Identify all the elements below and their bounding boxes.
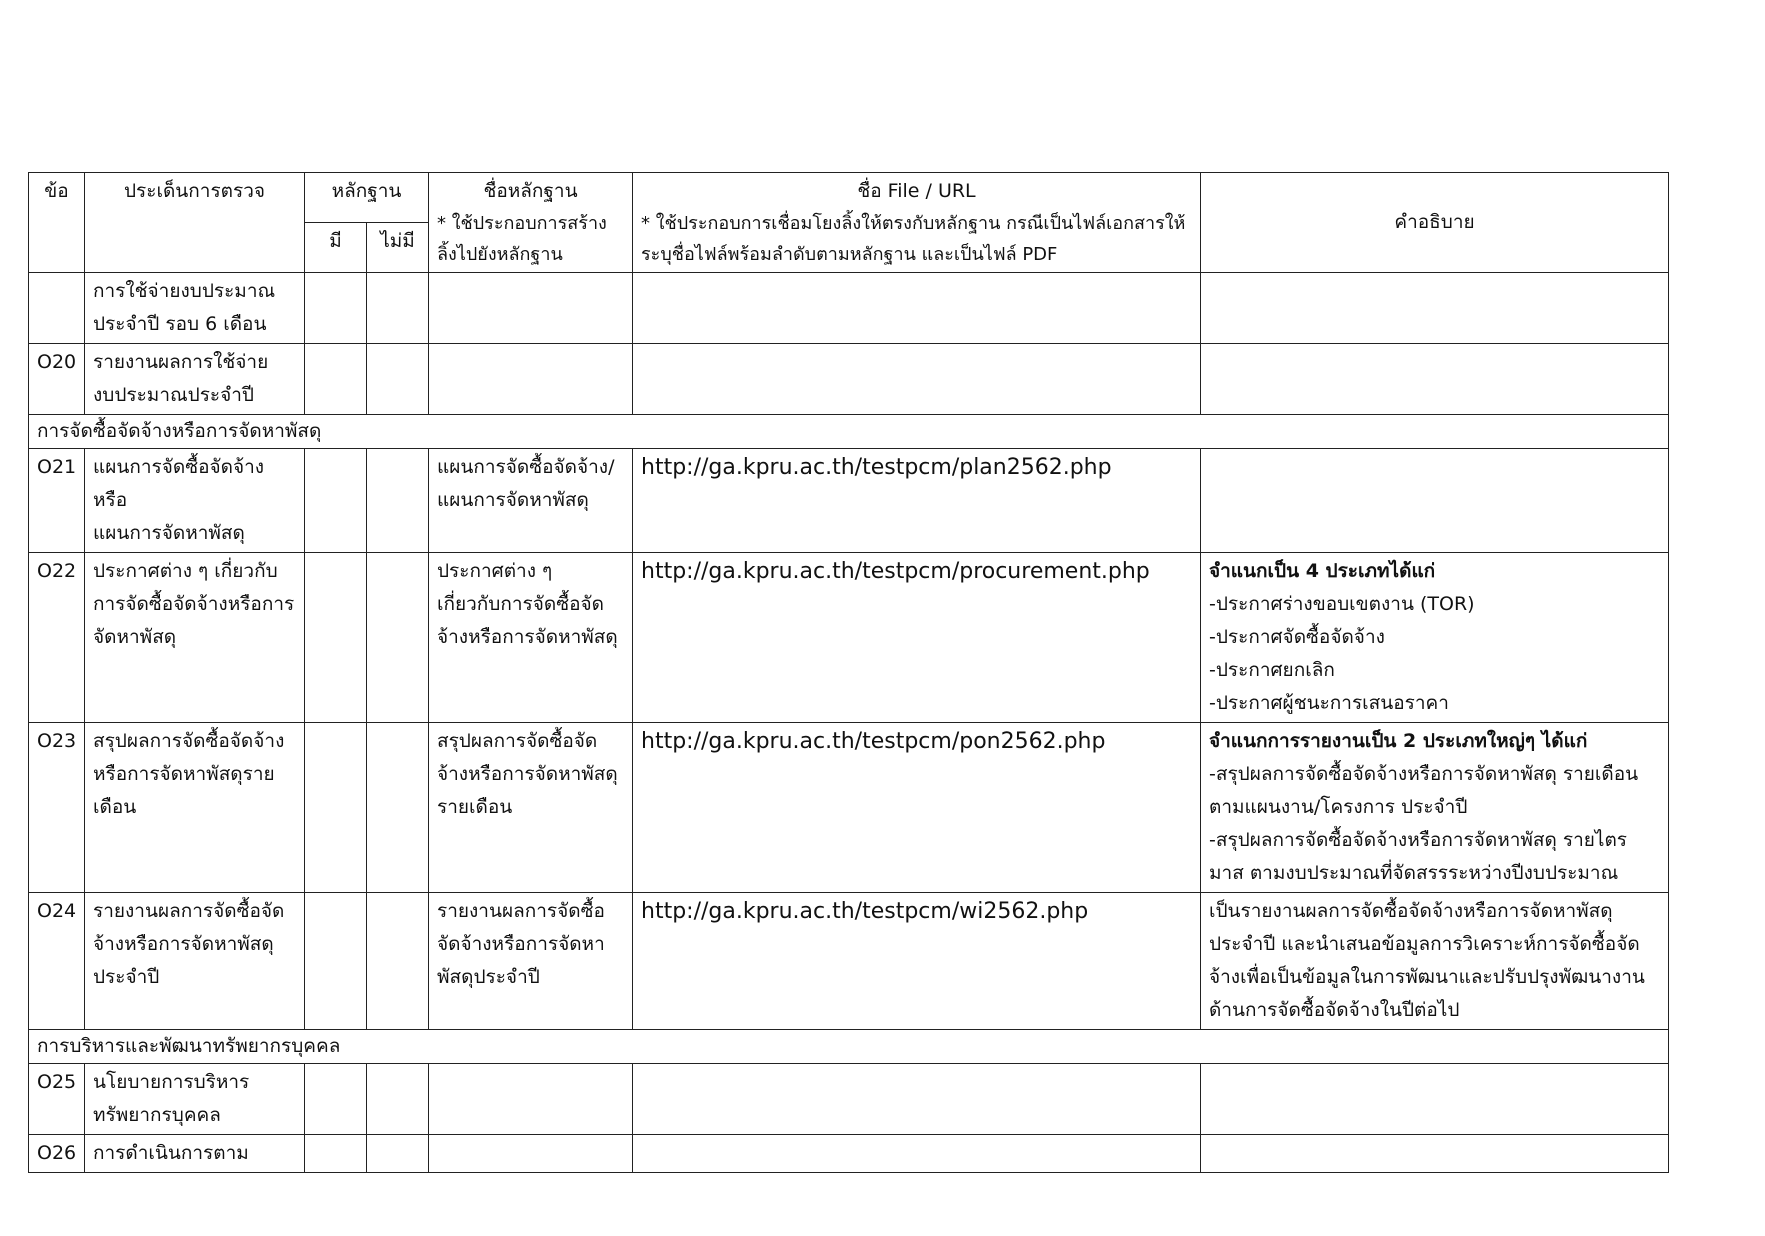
row-no: O25 [29,1064,85,1135]
evidence-line: พัสดุประจำปี [437,966,540,988]
desc-line: -ประกาศผู้ชนะการเสนอราคา [1209,692,1449,714]
issue-line: ประจำปี รอบ 6 เดือน [93,313,267,335]
row-issue [85,723,305,893]
header-issue: ประเด็นการตรวจ [85,173,305,273]
desc-line: มาส ตามงบประมาณที่จัดสรรระหว่างปีงบประมาณ [1209,862,1619,884]
evidence-line: แผนการจัดหาพัสดุ [437,489,589,511]
issue-line: ทรัพยากรบุคคล [93,1104,221,1126]
desc-line: ประจำปี และนำเสนอข้อมูลการวิเคราะห์การจัดซื้อจัด [1209,933,1640,955]
table-row [29,449,1669,553]
row-nothave [367,344,429,415]
table-row [29,553,1669,723]
desc-line: -สรุปผลการจัดซื้อจัดจ้างหรือการจัดหาพัสดุ รายไตร [1209,829,1627,851]
evidence-line: สรุปผลการจัดซื้อจัด [437,730,598,752]
row-issue [85,553,305,723]
evidence-line: ประกาศต่าง ๆ [437,560,553,582]
desc-line: -สรุปผลการจัดซื้อจัดจ้างหรือการจัดหาพัสดุ รายเดือน [1209,763,1639,785]
table-row [29,273,1669,344]
row-desc [1201,344,1669,415]
row-url[interactable]: http://ga.kpru.ac.th/testpcm/plan2562.php [633,449,1201,553]
row-no [29,273,85,344]
issue-line: จัดหาพัสดุ [93,626,177,648]
issue-line: หรือการจัดหาพัสดุราย [93,763,275,785]
desc-line: -ประกาศยกเลิก [1209,659,1335,681]
row-have [305,449,367,553]
header-file-note: * ใช้ประกอบการเชื่อมโยงลิ้งให้ตรงกับหลักฐาน กรณีเป็นไฟล์เอกสารให้ระบุชื่อไฟล์พร้อมลำดับตามหลักฐาน และเป็นไฟล์ PDF [641,213,1186,265]
row-evidence-name [429,344,633,415]
row-have [305,553,367,723]
header-evidence-name-label: ชื่อหลักฐาน [483,180,578,202]
row-nothave [367,553,429,723]
row-evidence-name [429,723,633,893]
desc-line: ตามแผนงาน/โครงการ ประจำปี [1209,796,1468,818]
row-have [305,723,367,893]
issue-line: งบประมาณประจำปี [93,384,254,406]
evidence-line: แผนการจัดซื้อจัดจ้าง/ [437,456,615,478]
issue-line: เดือน [93,796,137,818]
section-procurement: การจัดซื้อจัดจ้างหรือการจัดหาพัสดุ [29,415,1669,449]
row-have [305,1135,367,1173]
issue-line: แผนการจัดซื้อจัดจ้างหรือ [93,456,265,511]
row-url [633,273,1201,344]
row-no: O23 [29,723,85,893]
header-row [29,173,1669,223]
row-issue [85,893,305,1030]
table-row [29,893,1669,1030]
header-file-label: ชื่อ File / URL [857,180,976,202]
row-desc [1201,1064,1669,1135]
evidence-line: รายงานผลการจัดซื้อ [437,900,605,922]
row-nothave [367,893,429,1030]
row-no: O20 [29,344,85,415]
row-have [305,1064,367,1135]
issue-line: แผนการจัดหาพัสดุ [93,522,245,544]
desc-line: จ้างเพื่อเป็นข้อมูลในการพัฒนาและปรับปรุงพัฒนางาน [1209,966,1645,988]
row-url[interactable]: http://ga.kpru.ac.th/testpcm/pon2562.php [633,723,1201,893]
row-url [633,1135,1201,1173]
row-have [305,344,367,415]
issue-line: นโยบายการบริหาร [93,1071,250,1093]
evidence-line: จัดจ้างหรือการจัดหา [437,933,605,955]
row-url[interactable]: http://ga.kpru.ac.th/testpcm/procurement.php [633,553,1201,723]
issue-line: การใช้จ่ายงบประมาณ [93,280,276,302]
row-url [633,344,1201,415]
row-evidence-name [429,449,633,553]
desc-heading: จำแนกเป็น 4 ประเภทได้แก่ [1209,560,1436,582]
row-nothave [367,273,429,344]
evidence-line: จ้างหรือการจัดหาพัสดุ [437,626,618,648]
row-evidence-name [429,273,633,344]
table-row [29,1064,1669,1135]
row-desc [1201,893,1669,1030]
section-row [29,1030,1669,1064]
row-nothave [367,449,429,553]
row-evidence-name [429,893,633,1030]
desc-heading: จำแนกการรายงานเป็น 2 ประเภทใหญ่ๆ ได้แก่ [1209,730,1588,752]
row-nothave [367,1135,429,1173]
row-desc [1201,1135,1669,1173]
row-issue [85,273,305,344]
issue-line: สรุปผลการจัดซื้อจัดจ้าง [93,730,285,752]
row-url [633,1064,1201,1135]
row-url[interactable]: http://ga.kpru.ac.th/testpcm/wi2562.php [633,893,1201,1030]
row-issue [85,344,305,415]
row-no: O21 [29,449,85,553]
row-desc [1201,449,1669,553]
row-evidence-name [429,1135,633,1173]
document-sheet [28,172,1668,1173]
desc-line: -ประกาศร่างขอบเขตงาน (TOR) [1209,593,1475,615]
audit-table [28,172,1669,1173]
table-row [29,1135,1669,1173]
row-have [305,893,367,1030]
row-issue [85,1135,305,1173]
row-no: O22 [29,553,85,723]
row-issue [85,1064,305,1135]
row-issue [85,449,305,553]
row-have [305,273,367,344]
header-no: ข้อ [29,173,85,273]
issue-line: การดำเนินการตาม [93,1142,249,1164]
row-desc [1201,723,1669,893]
evidence-line: รายเดือน [437,796,513,818]
issue-line: จ้างหรือการจัดหาพัสดุ [93,933,274,955]
evidence-line: เกี่ยวกับการจัดซื้อจัด [437,593,604,615]
header-have: มี [305,223,367,273]
header-evidence-name [429,173,633,273]
row-nothave [367,723,429,893]
header-evidence-name-note: * ใช้ประกอบการสร้างลิ้งไปยังหลักฐาน [437,213,607,265]
issue-line: ประกาศต่าง ๆ เกี่ยวกับ [93,560,278,582]
evidence-line: จ้างหรือการจัดหาพัสดุ [437,763,618,785]
header-file [633,173,1201,273]
row-nothave [367,1064,429,1135]
issue-line: การจัดซื้อจัดจ้างหรือการ [93,593,295,615]
row-evidence-name [429,553,633,723]
section-row [29,415,1669,449]
row-no: O24 [29,893,85,1030]
row-no: O26 [29,1135,85,1173]
issue-line: รายงานผลการจัดซื้อจัด [93,900,285,922]
desc-line: -ประกาศจัดซื้อจัดจ้าง [1209,626,1385,648]
desc-line: ด้านการจัดซื้อจัดจ้างในปีต่อไป [1209,999,1460,1021]
row-desc [1201,553,1669,723]
header-evidence: หลักฐาน [305,173,429,223]
table-row [29,723,1669,893]
header-desc: คำอธิบาย [1201,173,1669,273]
desc-line: เป็นรายงานผลการจัดซื้อจัดจ้างหรือการจัดหาพัสดุ [1209,900,1613,922]
row-desc [1201,273,1669,344]
header-nothave: ไม่มี [367,223,429,273]
issue-line: ประจำปี [93,966,160,988]
issue-line: รายงานผลการใช้จ่าย [93,351,269,373]
table-row [29,344,1669,415]
section-hr: การบริหารและพัฒนาทรัพยากรบุคคล [29,1030,1669,1064]
row-evidence-name [429,1064,633,1135]
